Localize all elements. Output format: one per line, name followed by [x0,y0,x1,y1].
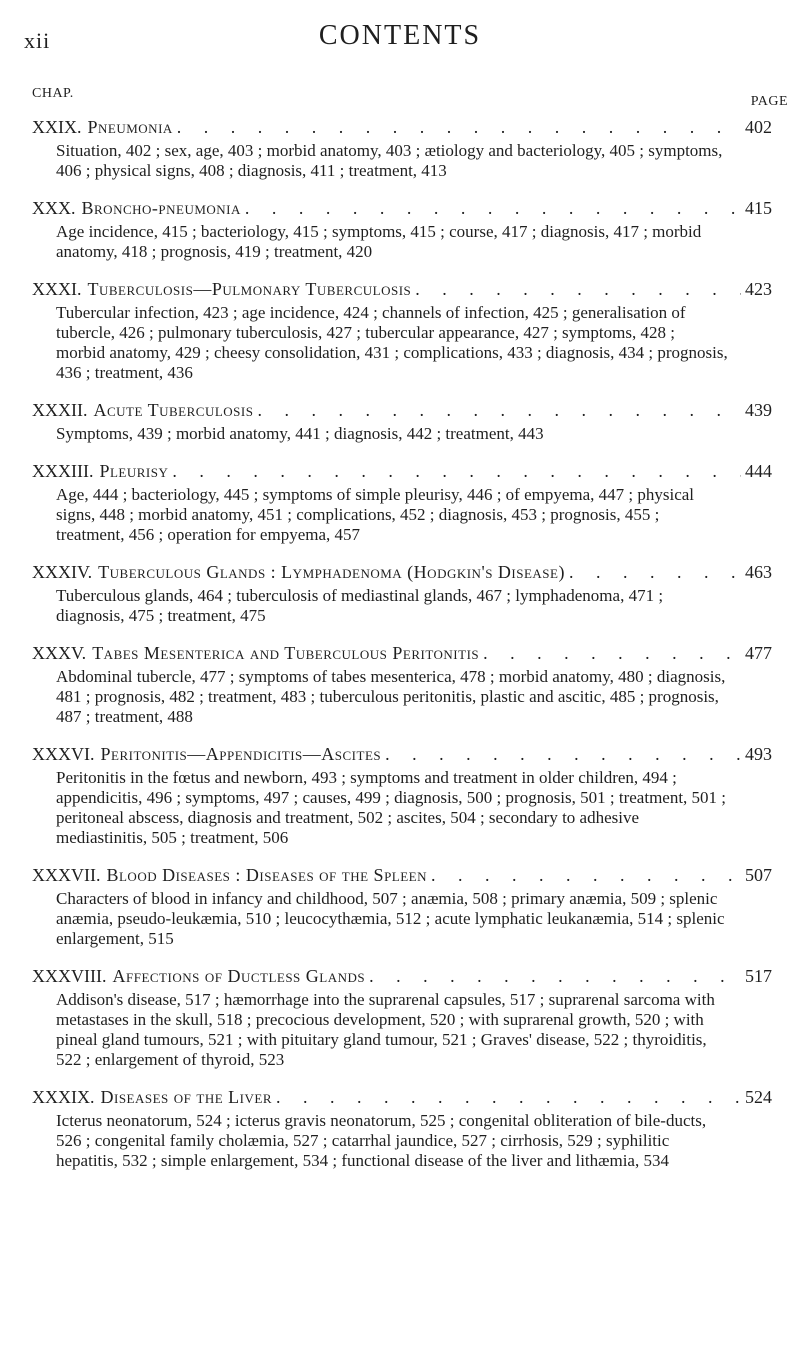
chapter-heading [32,1086,772,1108]
chapter-page: 463 [745,562,772,582]
chapter-page: 439 [745,400,772,420]
chapter-page: 507 [745,865,772,885]
chapter-number: XXXVII. [32,865,101,885]
chapter-title: Affections of Ductless Glands [112,966,366,986]
dot-leader [569,561,741,583]
chapter-heading [32,460,772,482]
dot-leader [415,278,741,300]
chapter-entry [32,642,772,727]
chapter-description: Peritonitis in the fœtus and newborn, 493 ; symptoms and treatment in older children, 494 ; appendicitis, 496 ; symptoms, 497 ; causes, 499 ; diagnosis, 500 ; prognosis, 501 ; treatment, 501 ; peritoneal abscess, diagnosis and treatment, 502 ; ascites, 504 ; secondary to adhesive mediastinitis, 505 ; treatment, 506 [56,768,727,847]
chapter-description: Situation, 402 ; sex, age, 403 ; morbid anatomy, 403 ; ætiology and bacteriology, 405 ; symptoms, 406 ; physical signs, 408 ; diagnosis, 411 ; treatment, 413 [56,141,723,180]
chapter-title: Diseases of the Liver [100,1087,273,1107]
chapter-entry [32,460,772,545]
chapter-heading [32,864,772,886]
chapter-page: 423 [745,279,772,299]
chapter-description: Age, 444 ; bacteriology, 445 ; symptoms of simple pleurisy, 446 ; of empyema, 447 ; physical signs, 448 ; morbid anatomy, 451 ; complications, 452 ; diagnosis, 453 ; prognosis, 455 ; treatment, 456 ; operation for empyema, 457 [56,485,695,544]
chapter-heading [32,278,772,300]
dot-leader [177,116,741,138]
page-header [0,20,800,54]
chapter-number: XXXI. [32,279,82,299]
dot-leader [483,642,741,664]
chapter-title: Pleurisy [99,461,169,481]
chapter-description: Addison's disease, 517 ; hæmorrhage into the suprarenal capsules, 517 ; suprarenal sarcoma with metastases in the skull, 518 ; precocious development, 520 ; with suprarenal growth, 520 ; with pineal gland tumours, 521 ; with pituitary gland tumour, 521 ; Graves' disease, 522 ; thyroiditis, 522 ; enlargement of thyroid, 523 [56,990,715,1069]
chapter-page: 415 [745,198,772,218]
chapter-description: Icterus neonatorum, 524 ; icterus gravis neonatorum, 525 ; congenital obliteration of bile-ducts, 526 ; congenital family cholæmia, 527 ; catarrhal jaundice, 527 ; cirrhosis, 529 ; syphilitic hepatitis, 532 ; simple enlargement, 534 ; functional disease of the liver and lithæmia, 534 [56,1111,707,1170]
chapter-page: 493 [745,744,772,764]
chapter-title: Acute Tuberculosis [93,400,254,420]
chapter-entry [32,743,772,848]
chapter-title: Tuberculosis—Pulmonary Tuberculosis [87,279,412,299]
chapter-page: 477 [745,643,772,663]
chapter-title: Broncho-pneumonia [81,198,241,218]
chapter-heading [32,399,772,421]
page-column-label: PAGE [750,94,788,109]
chapter-number: XXXIX. [32,1087,95,1107]
chapter-title: Peritonitis—Appendicitis—Ascites [100,744,382,764]
chapter-number: XXX. [32,198,76,218]
chapter-description: Tubercular infection, 423 ; age incidence, 424 ; channels of infection, 425 ; generalisation of tubercle, 426 ; pulmonary tuberculosis, 427 ; tubercular appearance, 427 ; symptoms, 428 ; morbid anatomy, 429 ; cheesy consolidation, 431 ; complications, 433 ; diagnosis, 434 ; prognosis, 436 ; treatment, 436 [56,303,728,382]
chapter-entry [32,116,772,181]
page-number: xii [24,28,51,53]
chap-column-label: CHAP. [32,86,74,101]
chapter-entry [32,864,772,949]
column-headers [32,86,788,109]
chapter-title: Blood Diseases : Diseases of the Spleen [106,865,428,885]
chapter-entry [32,278,772,383]
chapter-page: 402 [745,117,772,137]
chapter-number: XXXVIII. [32,966,107,986]
chapter-heading [32,642,772,664]
dot-leader [172,460,741,482]
chapter-entry [32,197,772,262]
page-title: CONTENTS [318,20,482,51]
chapter-page: 517 [745,966,772,986]
chapter-number: XXXIII. [32,461,94,481]
chapter-entry [32,965,772,1070]
chapter-description: Abdominal tubercle, 477 ; symptoms of tabes mesenterica, 478 ; morbid anatomy, 480 ; diagnosis, 481 ; prognosis, 482 ; treatment, 483 ; tuberculous peritonitis, plastic and ascitic, 485 ; prognosis, 487 ; treatment, 488 [56,667,726,726]
chapter-page: 524 [745,1087,772,1107]
chapter-entry [32,399,772,444]
dot-leader [276,1086,741,1108]
chapter-description: Tuberculous glands, 464 ; tuberculosis of mediastinal glands, 467 ; lymphadenoma, 471 ; diagnosis, 475 ; treatment, 475 [56,586,664,625]
chapter-number: XXXVI. [32,744,95,764]
chapter-title: Tabes Mesenterica and Tuberculous Peritonitis [92,643,480,663]
chapter-heading [32,561,772,583]
chapter-entry [32,1086,772,1171]
chapter-heading [32,197,772,219]
chapter-number: XXXIV. [32,562,93,582]
chapter-number: XXXV. [32,643,87,663]
dot-leader [385,743,741,765]
dot-leader [369,965,741,987]
chapter-entry [32,561,772,626]
chapter-number: XXXII. [32,400,88,420]
chapter-heading [32,965,772,987]
dot-leader [257,399,741,421]
chapter-title: Pneumonia [87,117,173,137]
chapter-description: Characters of blood in infancy and childhood, 507 ; anæmia, 508 ; primary anæmia, 509 ; splenic anæmia, pseudo-leukæmia, 510 ; leucocythæmia, 512 ; acute lymphatic leukanæmia, 514 ; splenic enlargement, 515 [56,889,725,948]
chapter-number: XXIX. [32,117,82,137]
chapter-page: 444 [745,461,772,481]
chapter-title: Tuberculous Glands : Lymphadenoma (Hodgkin's Disease) [98,562,565,582]
dot-leader [431,864,741,886]
contents-list [32,116,772,1187]
chapter-description: Symptoms, 439 ; morbid anatomy, 441 ; diagnosis, 442 ; treatment, 443 [56,424,544,443]
chapter-description: Age incidence, 415 ; bacteriology, 415 ; symptoms, 415 ; course, 417 ; diagnosis, 417 ; morbid anatomy, 418 ; prognosis, 419 ; treatment, 420 [56,222,702,261]
chapter-heading [32,743,772,765]
chapter-heading [32,116,772,138]
dot-leader [245,197,741,219]
